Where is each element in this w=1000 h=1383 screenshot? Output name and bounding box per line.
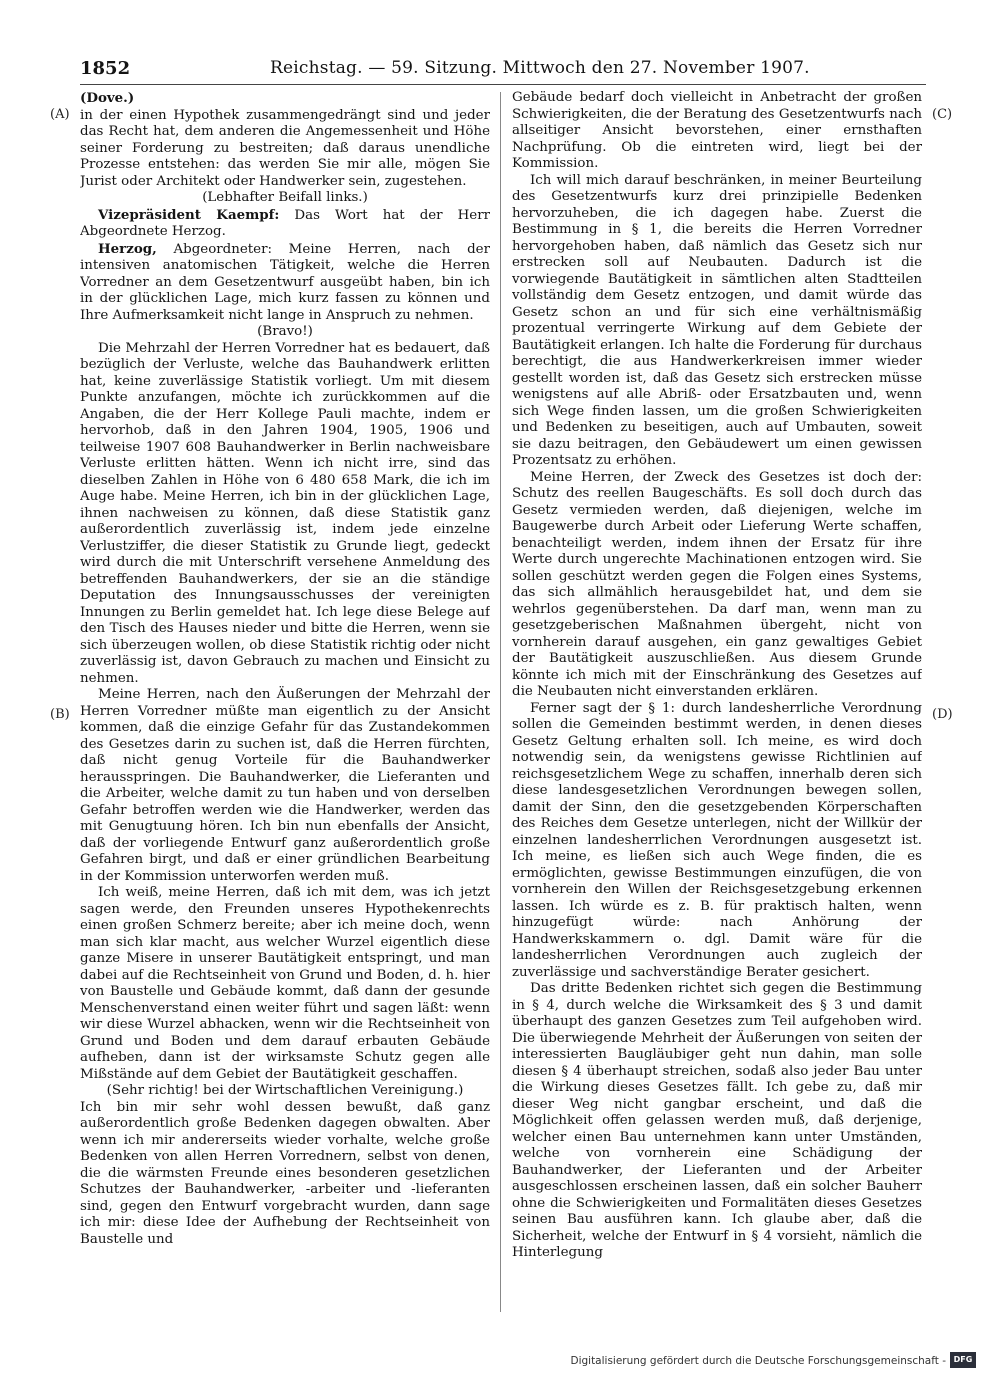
paragraph: Das dritte Bedenken richtet sich gegen die Bestimmung in § 4, durch welche die Wirksamkeit des § 3 und damit überhaupt des ganzen Gesetzes zum Teil aufgehoben wird. Die überwiegende Mehrheit der Äußerungen von seiten der interessierten Baugläubiger geht nun dahin, man solle diesen § 4 überhaupt streichen, sodaß also jeder Bau unter die Wirkung dieses Gesetzes fällt. Ich gebe zu, daß mir dieser Weg nicht gangbar erscheint, und daß die Möglichkeit offen gelassen werden muß, daß derjenige, welcher einen Bau unternehmen kann unter Umständen, welche von vornherein eine Schädigung der Bauhandwerker, der Lieferanten und der Arbeiter ausgeschlossen erscheinen lassen, daß ein solcher Bauherr ohne die Schwierigkeiten und Formalitäten dieses Gesetzes seinen Bau ausführen kann. Ich glaube aber, daß die Sicherheit, welche der Entwurf in § 4 vorsieht, nämlich die Hinterlegung — [512, 981, 922, 1260]
paragraph: Vizepräsident Kaempf: Das Wort hat der Herr Abgeordnete Herzog. — [80, 206, 490, 239]
paragraph: in der einen Hypothek zusammengedrängt sind und jeder das Recht hat, dem anderen die Angemessenheit und Höhe seiner Forderung zu bestreiten; daß daraus unendliche Prozesse entstehen: das werden Sie mir alle, mögen Sie Jurist oder Architekt oder Handwerker sein, zugestehen. — [80, 107, 490, 189]
paragraph: Ich bin mir sehr wohl dessen bewußt, daß ganz außerordentlich große Bedenken dagegen obwalten. Aber wenn ich mir andererseits wieder vorhalte, welche große Bedenken von allen Herren Vorrednern, selbst von denen, die die wärmsten Freunde eines besonderen gesetzlichen Schutzes der Bauhandwerker, -arbeiter und -lieferanten sind, gegen den Entwurf vorgebracht wurden, dann sage ich mir: diese Idee der Aufhebung der Rechtseinheit von Baustelle und — [80, 1099, 490, 1247]
margin-marker-a: (A) — [50, 107, 70, 122]
paragraph: Meine Herren, nach den Äußerungen der Mehrzahl der Herren Vorredner müßte man eigentlich zu der Ansicht kommen, daß die einzige Gefahr für das Zustandekommen des Gesetzes darin zu suchen ist, daß die Herren fürchten, daß nicht genug Vorteile für die Bauhandwerker herausspringen. Die Bauhandwerker, die Lieferanten und die Arbeiter, welche damit zu tun haben und von derselben Gefahr betroffen werden wie die Handwerker, werden das mit Genugtuung hören. Ich bin nun ebenfalls der Ansicht, daß der vorliegende Entwurf ganz außerordentlich große Gefahren birgt, und daß er einer gründlichen Bearbeitung in der Kommission unterworfen werden muß. — [80, 687, 490, 884]
page-header — [80, 54, 926, 84]
paragraph: Gebäude bedarf doch vielleicht in Anbetracht der großen Schwierigkeiten, die der Beratung des Gesetzentwurfs nach allseitiger Ansicht bevorstehen, einer ernsthaften Nachprüfung. Ob die eintreten wird, liegt bei der Kommission. — [512, 90, 922, 171]
margin-marker-c: (C) — [932, 107, 953, 122]
footer — [570, 1352, 976, 1372]
margin-marker-d: (D) — [932, 707, 953, 722]
dfg-logo: DFG — [950, 1352, 976, 1368]
footer-credit: Digitalisierung gefördert durch die Deutsche Forschungsgemeinschaft - — [570, 1355, 946, 1367]
speaker-tag: (Dove.) — [80, 90, 135, 106]
paragraph: Meine Herren, der Zweck des Gesetzes ist doch der: Schutz des reellen Baugeschäfts. Es soll doch durch das Gesetz vermieden werden, daß diejenigen, welche im Baugewerbe durch Arbeit oder Lieferung Werte schaffen, benachteiligt werden, indem ihnen der Ersatz für ihre Werte durch ungerechte Machinationen entzogen wird. Sie sollen geschützt werden gegen die Folgen eines Systems, das sich allmählich herausgebildet hat, und dem sie wehrlos gegenüberstehen. Da darf man, wenn man zu gesetzgeberischen Maßnahmen übergeht, nicht von vornherein darauf ausgehen, ein ganz gewaltiges Gebiet der Bautätigkeit auszuschließen. Aus diesem Grunde könnte ich mich mit der Einschränkung des Gesetzes auf die Neubauten nicht einverstanden erklären. — [512, 469, 922, 699]
speaker-name: Vizepräsident Kaempf: — [98, 206, 280, 223]
column-rule — [500, 92, 501, 1312]
page-number: 1852 — [80, 58, 131, 79]
paragraph: Ferner sagt der § 1: durch landesherrliche Verordnung sollen die Gemeinden bestimmt werden, in denen dieses Gesetz Geltung erhalten soll. Ich meine, es wird doch notwendig sein, da wenigstens gewisse Richtlinien auf reichsgesetzlichem Wege zu schaffen, innerhalb deren sich diese landesgesetzlichen Verordnungen bewegen sollen, damit der Sinn, den die gesetzgebenden Körperschaften des Reiches dem Gesetze unterlegen, nicht der Willkür der einzelnen landesherrlichen Verordnungen ausgesetzt ist. Ich meine, es ließen sich auch Wege finden, die es ermöglichten, gewisse Bestimmungen einzufügen, die von vornherein den Willen der Reichsgesetzgebung erkennen lassen. Ich würde es z. B. für praktisch halten, wenn hinzugefügt würde: nach Anhörung der Handwerkskammern o. dgl. Damit wäre für die landesherrlichen Verordnungen auch zugleich der zuverlässige und sachverständige Berater gesichert. — [512, 700, 922, 980]
margin-marker-b: (B) — [50, 707, 70, 722]
paragraph: Ich will mich darauf beschränken, in meiner Beurteilung des Gesetzentwurfs kurz drei prinzipielle Bedenken hervorzuheben, die ich dagegen habe. Zuerst die Bestimmung in § 1, die bereits die Herren Vorredner hervorgehoben haben, daß nämlich das Gesetz sich nur erstrecken soll auf Neubauten. Dadurch ist die vorwiegende Bautätigkeit in sämtlichen alten Stadtteilen vollständig dem Gesetz entzogen, und damit würde das Gesetz schon an und für sich eine verhältnismäßig prozentual verringerte Wirkung auf dem Gebiete der Bautätigkeit erlangen. Ich halte die Forderung für durchaus berechtigt, die aus Handwerkerkreisen immer wieder gestellt worden ist, daß das Gesetz sich erstrecken müsse wenigstens auf alle Abriß- oder Ersatzbauten und, wenn sich Wege finden lassen, um die großen Schwierigkeiten und Bedenken zu beseitigen, auch auf Umbauten, soweit sie dazu beitragen, den Gebäudewert um einen gewissen Prozentsatz zu erhöhen. — [512, 172, 922, 468]
left-column — [80, 90, 490, 1290]
reaction: (Sehr richtig! bei der Wirtschaftlichen Vereinigung.) — [106, 1083, 464, 1098]
reaction: (Bravo!) — [257, 324, 313, 339]
speaker-name: Herzog, — [98, 240, 157, 257]
paragraph: Die Mehrzahl der Herren Vorredner hat es bedauert, daß bezüglich der Verluste, welche das Bauhandwerk erlitten hat, keine zuverlässige Statistik vorliegt. Um mit diesem Punkte anzufangen, möchte ich zurückkommen auf die Angaben, die der Herr Kollege Pauli machte, indem er hervorhob, daß in den Jahren 1904, 1905, 1906 und teilweise 1907 608 Bauhandwerker in Berlin nachweisbare Verluste erlitten hätten. Wenn ich nicht irre, sind das dieselben Zahlen in Höhe von 6 480 658 Mark, die ich im Auge habe. Meine Herren, ich bin in der glücklichen Lage, ihnen nachweisen zu können, daß diese Statistik ganz außerordentlich zuverlässig ist, indem jede einzelne Verlustziffer, die dieser Statistik zu Grunde liegt, gedeckt wird durch die mit Unterschrift versehene Anmeldung des betreffenden Bauhandwerkers, der sie an die ständige Deputation des Innungsausschusses der vereinigten Innungen zu Berlin gemeldet hat. Ich lege diese Belege auf den Tisch des Hauses nieder und bitte die Herren, wenn sie sich überzeugen wollen, ob diese Statistik richtig oder nicht zuverlässig ist, davon Gebrauch zu machen und Einsicht zu nehmen. — [80, 340, 490, 686]
reaction: (Lebhafter Beifall links.) — [202, 190, 368, 205]
running-title: Reichstag. — 59. Sitzung. Mittwoch den 27. November 1907. — [270, 58, 810, 78]
right-column — [512, 90, 922, 1290]
header-rule — [80, 84, 926, 85]
paragraph: Ich weiß, meine Herren, daß ich mit dem, was ich jetzt sagen werde, den Freunden unseres Hypothekenrechts einen großen Schmerz bereite; aber ich meine doch, wenn man sich klar macht, aus welcher Wurzel eigentlich diese ganze Misere in unserer Bautätigkeit entspringt, und man dabei auf die Rechtseinheit von Grund und Boden, d. h. hier von Baustelle und Gebäude kommt, daß dann der gesunde Menschenverstand einen weiter führt und sagen läßt: wenn wir diese Wurzel abhacken, wenn wir die Rechtseinheit von Grund und Boden und dem darauf erbauten Gebäude aufheben, dann ist der wirksamste Schutz gegen alle Mißstände auf dem Gebiet der Bautätigkeit geschaffen. — [80, 885, 490, 1082]
paragraph: Herzog, Abgeordneter: Meine Herren, nach der intensiven anatomischen Tätigkeit, welche die Herren Vorredner an dem Gesetzentwurf ausgeübt haben, bin ich in der glücklichen Lage, mich kurz fassen zu können und Ihre Aufmerksamkeit nicht lange in Anspruch zu nehmen. — [80, 240, 490, 323]
